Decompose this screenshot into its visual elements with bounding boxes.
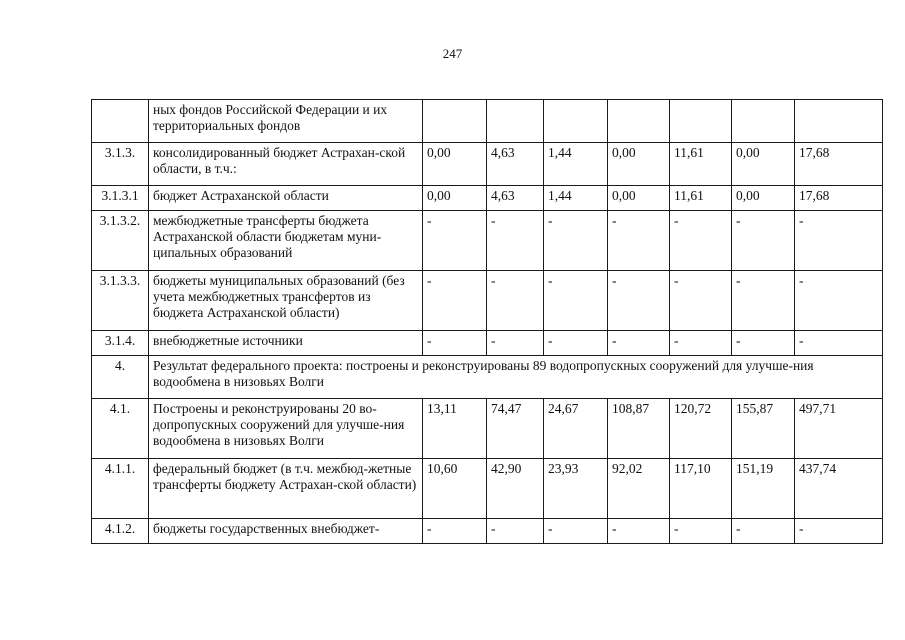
row-description: бюджеты муниципальных образований (без учета межбюджетных трансфертов из бюджета Астраханской области) xyxy=(149,271,423,331)
value-cell: - xyxy=(795,271,883,331)
row-number: 4.1.2. xyxy=(92,519,149,544)
value-cell: 4,63 xyxy=(487,186,544,211)
value-cell: 437,74 xyxy=(795,459,883,519)
value-cell xyxy=(423,100,487,143)
table-row xyxy=(92,186,883,211)
table-row xyxy=(92,356,883,399)
row-description: консолидированный бюджет Астрахан-ской области, в т.ч.: xyxy=(149,143,423,186)
value-cell: - xyxy=(487,211,544,271)
value-cell: - xyxy=(544,211,608,271)
row-number: 3.1.3.3. xyxy=(92,271,149,331)
row-description: ных фондов Российской Федерации и их территориальных фондов xyxy=(149,100,423,143)
row-description: внебюджетные источники xyxy=(149,331,423,356)
value-cell: 23,93 xyxy=(544,459,608,519)
table-row xyxy=(92,331,883,356)
value-cell: 1,44 xyxy=(544,143,608,186)
table-row xyxy=(92,271,883,331)
value-cell: 4,63 xyxy=(487,143,544,186)
table-row xyxy=(92,143,883,186)
section-heading: Результат федерального проекта: построены и реконструированы 89 водопропускных сооружений для улучше-ния водообмена в низовьях Волги xyxy=(149,356,883,399)
value-cell xyxy=(670,100,732,143)
row-number: 3.1.4. xyxy=(92,331,149,356)
value-cell: 151,19 xyxy=(732,459,795,519)
value-cell: 0,00 xyxy=(608,186,670,211)
value-cell: 74,47 xyxy=(487,399,544,459)
budget-table xyxy=(91,99,883,544)
value-cell: - xyxy=(732,331,795,356)
value-cell xyxy=(732,100,795,143)
value-cell: - xyxy=(732,519,795,544)
table-row xyxy=(92,399,883,459)
value-cell: 120,72 xyxy=(670,399,732,459)
value-cell: 17,68 xyxy=(795,186,883,211)
value-cell: 92,02 xyxy=(608,459,670,519)
value-cell: 11,61 xyxy=(670,186,732,211)
value-cell: - xyxy=(487,331,544,356)
row-number: 3.1.3. xyxy=(92,143,149,186)
value-cell: 497,71 xyxy=(795,399,883,459)
value-cell: - xyxy=(423,271,487,331)
table-row xyxy=(92,211,883,271)
row-number: 3.1.3.1 xyxy=(92,186,149,211)
row-number: 3.1.3.2. xyxy=(92,211,149,271)
value-cell: - xyxy=(732,271,795,331)
value-cell: - xyxy=(795,211,883,271)
value-cell: 0,00 xyxy=(423,143,487,186)
value-cell: 10,60 xyxy=(423,459,487,519)
value-cell: - xyxy=(487,519,544,544)
value-cell: - xyxy=(423,519,487,544)
table-row xyxy=(92,519,883,544)
row-number: 4.1. xyxy=(92,399,149,459)
value-cell: 1,44 xyxy=(544,186,608,211)
value-cell: 17,68 xyxy=(795,143,883,186)
row-description: бюджеты государственных внебюджет- xyxy=(149,519,423,544)
value-cell: - xyxy=(795,331,883,356)
row-number xyxy=(92,100,149,143)
value-cell: 11,61 xyxy=(670,143,732,186)
value-cell: - xyxy=(732,211,795,271)
row-description: бюджет Астраханской области xyxy=(149,186,423,211)
value-cell: 0,00 xyxy=(732,143,795,186)
value-cell: - xyxy=(608,519,670,544)
value-cell: - xyxy=(487,271,544,331)
value-cell: - xyxy=(795,519,883,544)
table-row xyxy=(92,459,883,519)
value-cell: - xyxy=(423,211,487,271)
value-cell: - xyxy=(608,271,670,331)
value-cell: 0,00 xyxy=(608,143,670,186)
value-cell xyxy=(487,100,544,143)
table-row xyxy=(92,100,883,143)
value-cell: 0,00 xyxy=(423,186,487,211)
row-description: Построены и реконструированы 20 во-допропускных сооружений для улучше-ния водообмена в низовьях Волги xyxy=(149,399,423,459)
value-cell xyxy=(544,100,608,143)
value-cell: 13,11 xyxy=(423,399,487,459)
value-cell: - xyxy=(608,211,670,271)
row-number: 4. xyxy=(92,356,149,399)
row-number: 4.1.1. xyxy=(92,459,149,519)
value-cell: - xyxy=(423,331,487,356)
row-description: межбюджетные трансферты бюджета Астраханской области бюджетам муни-ципальных образований xyxy=(149,211,423,271)
value-cell: 155,87 xyxy=(732,399,795,459)
value-cell: - xyxy=(670,519,732,544)
value-cell: - xyxy=(608,331,670,356)
value-cell: - xyxy=(670,331,732,356)
value-cell: 24,67 xyxy=(544,399,608,459)
row-description: федеральный бюджет (в т.ч. межбюд-жетные трансферты бюджету Астрахан-ской области) xyxy=(149,459,423,519)
value-cell: - xyxy=(670,271,732,331)
value-cell xyxy=(795,100,883,143)
value-cell: 117,10 xyxy=(670,459,732,519)
value-cell: 42,90 xyxy=(487,459,544,519)
value-cell: - xyxy=(670,211,732,271)
value-cell xyxy=(608,100,670,143)
value-cell: - xyxy=(544,271,608,331)
value-cell: - xyxy=(544,331,608,356)
value-cell: - xyxy=(544,519,608,544)
value-cell: 108,87 xyxy=(608,399,670,459)
value-cell: 0,00 xyxy=(732,186,795,211)
page-number: 247 xyxy=(442,46,463,61)
